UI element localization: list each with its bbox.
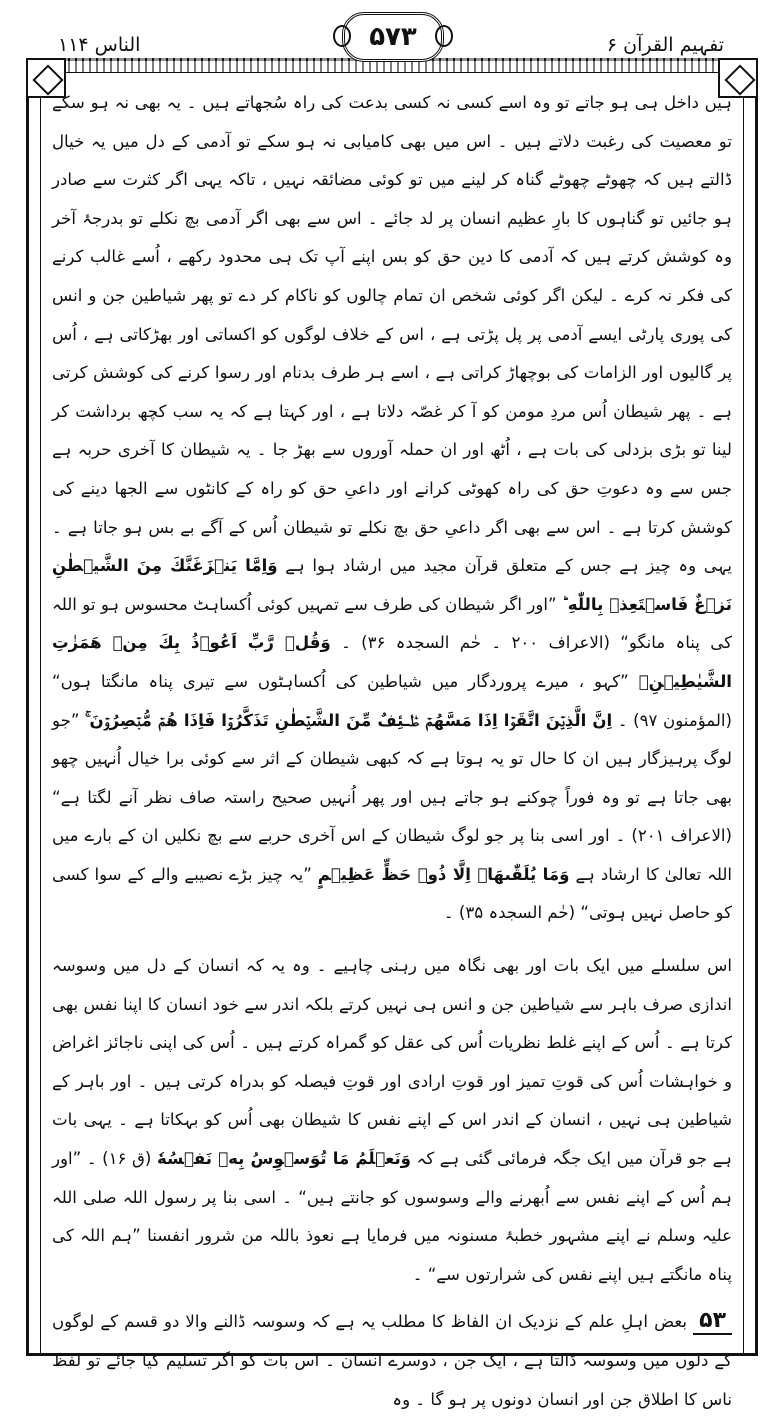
surah-reference: الناس ۱۱۴ [58, 34, 141, 56]
paragraph-1-translation-a: ”اور اگر شیطان کی طرف سے تمہیں کوئی اُکساہٹ محسوس ہو تو اللہ کی پناہ مانگو“ (الاعراف ۲۰۰ ۔ حٰم السجدہ ۳۶) ۔ [52, 594, 732, 653]
paragraph-1-translation-c: ”جو لوگ پرہیزگار ہیں ان کا حال تو یہ ہوتا ہے کہ کبھی شیطان کے اثر سے کوئی برا خیال اُنہیں چھو بھی جاتا ہے تو وہ فوراً چوکنے ہو جاتے ہیں اور پھر اُنہیں صحیح راستہ صاف نظر آنے لگتا ہے“ (الاعراف ۲۰۱) ۔ اور اسی بنا پر جو لوگ شیطان کے اس آخری حربے سے بچ نکلیں ان کے بارے میں اللہ تعالیٰ کا ارشاد ہے [52, 710, 733, 884]
page-body [52, 84, 732, 1419]
footnote-number: ۵۳ [693, 1308, 732, 1335]
paragraph-2-text: اس سلسلے میں ایک بات اور بھی نگاہ میں رہنی چاہیے ۔ وہ یہ کہ انسان کے دل میں وسوسہ اندازی صرف باہر سے شیاطین جن و انس ہی نہیں کرتے بلکہ اندر سے خود انسان کا اپنا نفس بھی کرتا ہے ۔ اُس کے اپنے غلط نظریات اُس کی عقل کو گمراہ کرتے ہیں ۔ اُس کی اپنی ناجائز اغراض و خواہشات اُس کی قوتِ تمیز اور قوتِ ارادی اور قوتِ فیصلہ کو بدراہ کرتی ہیں ۔ اور باہر کے شیاطین ہی نہیں ، انسان کے اندر اس کے اپنے نفس کا شیطان بھی اُس کو بہکاتا ہے ۔ یہی بات ہے جو قرآن میں ایک جگہ فرمائی گئی ہے کہ [52, 956, 733, 1169]
paragraph-2 [52, 947, 732, 1294]
footnote-text: بعض اہلِ علم کے نزدیک ان الفاظ کا مطلب یہ ہے کہ وسوسہ ڈالنے والا دو قسم کے لوگوں کے دلوں میں وسوسہ ڈالتا ہے ، ایک جن ، دوسرے انسان ۔ اس بات کو اگر تسلیم کیا جائے تو لفظ ناس کا اطلاق جن اور انسان دونوں پر ہو گا ۔ وہ [52, 1312, 732, 1409]
paragraph-1-translation-b: ”کہو ، میرے پروردگار میں شیاطین کی اُکساہٹوں سے تیری پناہ مانگتا ہوں“ (المؤمنون ۹۷) ۔ [52, 671, 733, 730]
paragraph-1-text: ہیں داخل ہی ہو جاتے تو وہ اسے کسی نہ کسی بدعت کی راہ سُجھاتے ہیں ۔ یہ بھی نہ ہو سکے تو معصیت کی رغبت دلاتے ہیں ۔ اس میں بھی کامیابی نہ ہو سکے تو آدمی کے دل میں یہ خیال ڈالتے ہیں کہ چھوٹے چھوٹے گناہ کر لینے میں تو کوئی مضائقہ نہیں ، تاکہ یہی اگر کثرت سے صادر ہو جائیں تو گناہوں کا بارِ عظیم انسان پر لد جائے ۔ اس سے بھی اگر آدمی بچ نکلے تو بدرجۂ آخر وہ کوشش کرتے ہیں کہ آدمی کا دین حق کو بس اپنے آپ تک ہی محدود رکھے ، اُسے غالب کرنے کی فکر نہ کرے ۔ لیکن اگر کوئی شخص ان تمام چالوں کو ناکام کر دے تو پھر شیاطین جن و انس کی پوری پارٹی ایسے آدمی پر پل پڑتی ہے ، اس کے خلاف لوگوں کو اکساتی اور بھڑکاتی ہے ، اُس پر گالیوں اور الزامات کی بوچھاڑ کراتی ہے ، اسے ہر طرف بدنام اور رسوا کرنے کی کوشش کرتی ہے ۔ پھر شیطان اُس مردِ مومن کو آ کر غصّہ دلاتا ہے ، اور کہتا ہے کہ یہ سب کچھ برداشت کر لینا تو بڑی بزدلی کی بات ہے ، اُٹھ اور ان حملہ آوروں سے بھڑ جا ۔ یہ شیطان کا آخری حربہ ہے جس سے وہ دعوتِ حق کی راہ کھوٹی کرانے اور داعیِ حق کو راہ کے کانٹوں سے الجھا دینے کی کوشش کرتا ہے ۔ اس سے بھی اگر داعیِ حق بچ نکلے تو شیطان اُس کے آگے بے بس ہو جاتا ہے ۔ یہی وہ چیز ہے جس کے متعلق قرآن مجید میں ارشاد ہوا ہے [52, 93, 732, 576]
quran-verse-3: اِنَّ الَّذِيۡنَ اتَّقَوۡا اِذَا مَسَّهُمۡ طٰۤـئِفٌ مِّنَ الشَّيۡطٰنِ تَذَكَّرُوۡا فَاِذَا هُمۡ مُّبۡصِرُوۡنَ ۚ [85, 710, 613, 730]
page-number: ۵۷۳ [342, 12, 444, 62]
paragraph-1 [52, 84, 732, 933]
quran-verse-1: وَاِمَّا يَنۡزَغَنَّكَ مِنَ الشَّيۡطٰنِ نَزۡغٌ فَاسۡتَعِذۡ بِاللّٰهِ ؕ [52, 556, 732, 614]
quran-verse-4: وَمَا يُلَقّٰٮهَاۤ اِلَّا ذُوۡ حَظٍّ عَظِيۡمٍ [317, 864, 570, 884]
footnote [52, 1302, 732, 1419]
book-title: تفہیم القرآن ۶ [606, 34, 724, 56]
quran-verse-5: وَنَعۡلَمُ مَا تُوَسۡوِسُ بِهٖ نَفۡسُهٗ [156, 1149, 411, 1169]
quran-verse-2: وَقُلۡ رَّبِّ اَعُوۡذُ بِكَ مِنۡ هَمَزٰتِ الشَّيٰطِيۡنِۙ [52, 633, 732, 691]
paragraph-2-translation: (ق ۱۶) ۔ ”اور ہم اُس کے اپنے نفس سے اُبھرنے والے وسوسوں کو جانتے ہیں“ ۔ اسی بنا پر رسول اللہ صلی اللہ علیہ وسلم نے اپنے مشہور خطبۂ مسنونہ میں فرمایا ہے نعوذ باللہ من شرور انفسنا ”ہم اللہ کی پناہ مانگتے ہیں اپنے نفس کی شرارتوں سے“ ۔ [52, 1149, 732, 1284]
paragraph-1-translation-d: ”یہ چیز بڑے نصیبے والے کے سوا کسی کو حاصل نہیں ہوتی“ (حٰم السجدہ ۳۵) ۔ [52, 864, 732, 923]
